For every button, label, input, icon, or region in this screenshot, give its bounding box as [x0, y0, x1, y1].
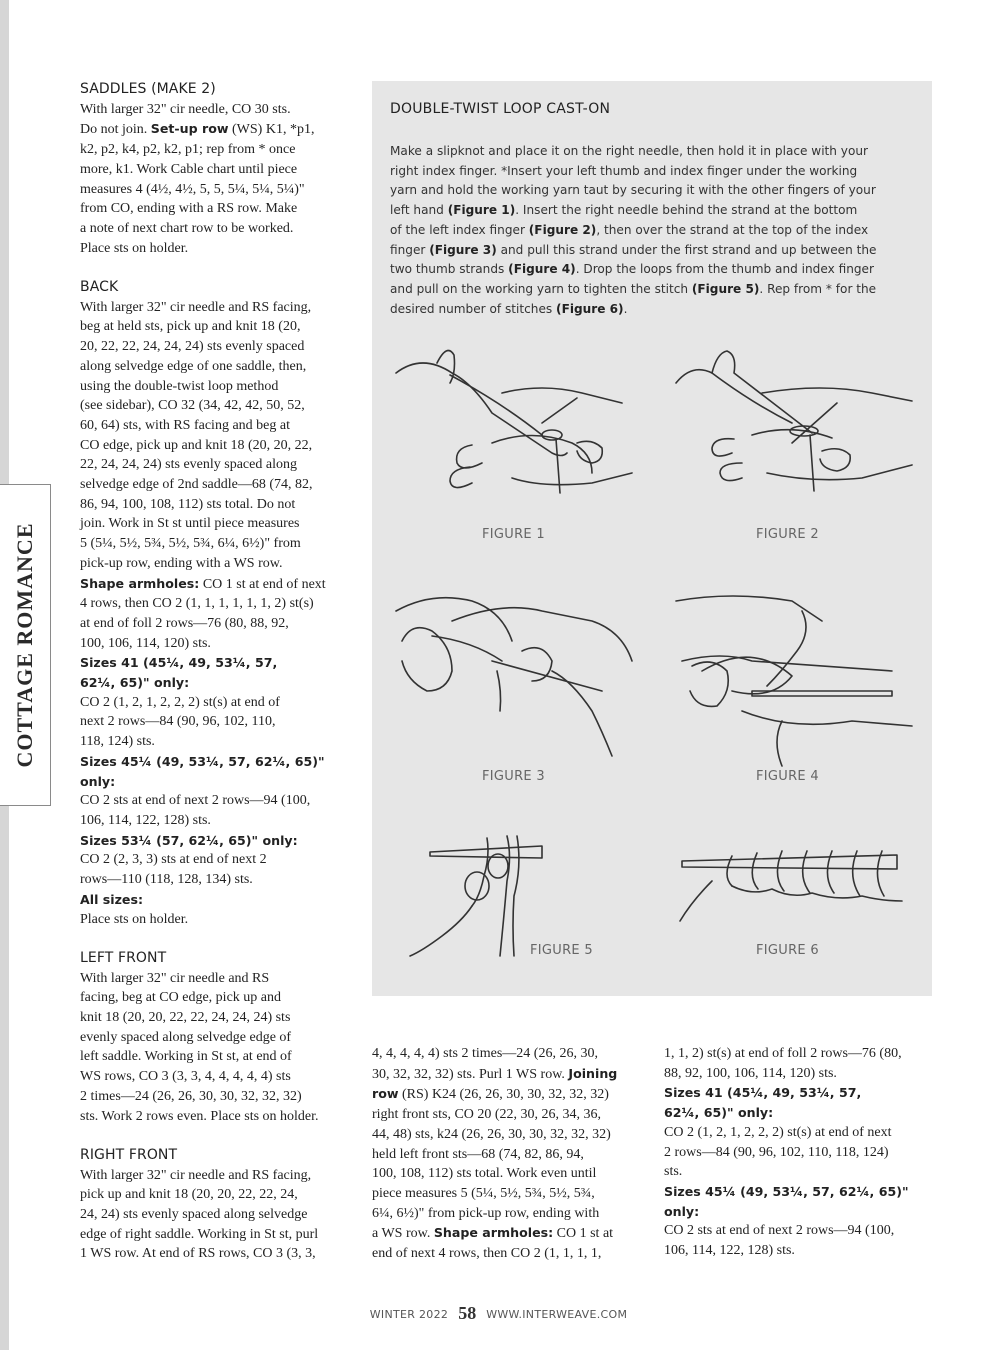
right-front-text: 2 rows—84 (90, 96, 102, 110, 118, 124)	[664, 1144, 889, 1160]
size-subheading: 62¼, 65)" only:	[80, 675, 190, 691]
text-run: . Insert the right needle behind the strand at the bottom	[515, 203, 858, 218]
back-text: rows—110 (118, 128, 134) sts.	[80, 872, 253, 888]
back-text: 20, 22, 22, 24, 24, 24) sts evenly spaced	[80, 339, 305, 355]
shape-armholes-label: Shape armholes:	[80, 575, 200, 591]
footer-url: WWW.INTERWEAVE.COM	[486, 1308, 628, 1321]
saddles-text	[80, 119, 360, 140]
sidebar-text	[390, 260, 920, 280]
right-front-text: CO 2 (1, 2, 1, 2, 2, 2) st(s) at end of next	[664, 1124, 892, 1140]
text-run: CO 1 st at end of next	[199, 576, 326, 592]
left-front-text: evenly spaced along selvedge edge of	[80, 1029, 292, 1045]
right-front-text: 88, 92, 100, 106, 114, 120) sts.	[664, 1065, 837, 1081]
left-front-text: left saddle. Working in St st, at end of	[80, 1049, 292, 1065]
pattern-column-3	[664, 1044, 939, 1261]
right-front-heading: RIGHT FRONT	[80, 1146, 178, 1163]
figure-4-illustration	[672, 591, 922, 771]
back-text: using the double-twist loop method	[80, 378, 279, 394]
right-front-text: 1, 1, 2) st(s) at end of foll 2 rows—76 (80,	[664, 1046, 902, 1061]
left-front-text: WS rows, CO 3 (3, 3, 4, 4, 4, 4, 4) sts	[80, 1069, 291, 1085]
back-text: With larger 32" cir needle and RS facing,	[80, 299, 312, 315]
right-front-text: With larger 32" cir needle and RS facing,	[80, 1167, 312, 1183]
saddles-text: more, k1. Work Cable chart until piece	[80, 161, 298, 177]
figure-ref: (Figure 2)	[528, 222, 597, 237]
right-front-text: 6¼, 6½)" from pick-up row, ending with	[372, 1205, 600, 1221]
sidebar-title: DOUBLE-TWIST LOOP CAST-ON	[390, 101, 611, 117]
back-text: 118, 124) sts.	[80, 734, 155, 750]
sidebar-text	[390, 221, 920, 241]
text-run: CO 1 st at	[553, 1226, 614, 1242]
size-subheading: Sizes 45¼ (49, 53¼, 57, 62¼, 65)"	[80, 753, 325, 769]
text-run: . Rep from * for the	[759, 281, 877, 296]
saddles-text: from CO, ending with a RS row. Make	[80, 201, 298, 217]
right-front-text: 100, 108, 112) sts total. Work even until	[372, 1166, 597, 1182]
setup-row-label: Set-up row	[150, 121, 229, 137]
figure-ref: (Figure 3)	[429, 242, 497, 257]
size-subheading: only:	[664, 1203, 700, 1219]
joining-row-label: row	[372, 1086, 399, 1102]
back-heading: BACK	[80, 279, 119, 296]
text-run: desired number of stitches	[390, 301, 557, 316]
size-subheading: only:	[80, 773, 116, 789]
text-run: Do not join.	[80, 122, 151, 138]
back-text: 22, 24, 24, 24) sts evenly spaced along	[80, 457, 297, 473]
right-front-text: 106, 114, 122, 128) sts.	[664, 1243, 795, 1259]
text-run: 30, 32, 32, 32) sts. Purl 1 WS row.	[372, 1066, 569, 1082]
sidebar-body	[390, 142, 920, 319]
left-front-heading: LEFT FRONT	[80, 949, 167, 966]
size-subheading: Sizes 41 (45¼, 49, 53¼, 57,	[664, 1085, 862, 1101]
text-run: . Drop the loops from the thumb and index finger	[575, 262, 874, 277]
right-front-text	[372, 1064, 647, 1085]
figure-2-label: FIGURE 2	[756, 527, 819, 542]
text-run: and pull this strand under the first strand and up between the	[496, 242, 877, 257]
right-front-text: 1 WS row. At end of RS rows, CO 3 (3, 3,	[80, 1246, 316, 1262]
text-run: , then over the strand at the top of the index	[596, 222, 869, 237]
text-run: left hand	[390, 203, 448, 218]
right-front-text: piece measures 5 (5¼, 5½, 5¾, 5½, 5¾,	[372, 1185, 595, 1201]
figure-4-label: FIGURE 4	[756, 769, 819, 784]
saddles-heading: SADDLES (MAKE 2)	[80, 81, 216, 97]
sidebar-text: right index finger. *Insert your left thumb and index finger under the working	[390, 163, 858, 178]
left-front-text: knit 18 (20, 20, 22, 22, 24, 24, 24) sts	[80, 1010, 291, 1026]
back-text: 86, 94, 100, 108, 112) sts total. Do not	[80, 496, 296, 512]
sidebar-text: Make a slipknot and place it on the right needle, then hold it in place with your	[390, 144, 868, 158]
left-front-text: With larger 32" cir needle and RS	[80, 970, 270, 986]
figure-ref: (Figure 5)	[691, 281, 760, 296]
pattern-column-2	[372, 1044, 647, 1264]
saddles-text: a note of next chart row to be worked.	[80, 220, 294, 236]
figure-5-illustration	[402, 826, 572, 961]
back-text: Place sts on holder.	[80, 911, 189, 927]
size-subheading: 62¼, 65)" only:	[664, 1105, 774, 1121]
back-text: selvedge edge of 2nd saddle—68 (74, 82,	[80, 477, 313, 493]
sidebar-text	[390, 241, 920, 261]
back-text: 100, 106, 114, 120) sts.	[80, 635, 211, 651]
text-run: a WS row.	[372, 1226, 434, 1242]
pattern-column-1	[80, 80, 360, 1264]
figure-3-illustration	[392, 581, 642, 761]
text-run: (WS) K1, *p1,	[228, 122, 315, 138]
saddles-text: k2, p2, k4, p2, k2, p1; rep from * once	[80, 142, 296, 158]
shape-armholes-label: Shape armholes:	[433, 1225, 554, 1241]
back-text: beg at held sts, pick up and knit 18 (20,	[80, 319, 301, 335]
size-subheading: Sizes 41 (45¼, 49, 53¼, 57,	[80, 655, 278, 671]
right-front-text: right front sts, CO 20 (22, 30, 26, 34, 36,	[372, 1107, 602, 1123]
figure-1-illustration	[392, 343, 642, 513]
saddles-text: Place sts on holder.	[80, 240, 189, 256]
right-front-text: 44, 48) sts, k24 (26, 26, 30, 30, 32, 32, 32)	[372, 1126, 611, 1142]
right-front-text: 4, 4, 4, 4, 4) sts 2 times—24 (26, 26, 30,	[372, 1046, 598, 1061]
back-text: 60, 64) sts, with RS facing and beg at	[80, 417, 290, 433]
sidebar-text	[390, 300, 920, 320]
text-run: two thumb strands	[390, 262, 509, 277]
sidebar-text: yarn and hold the working yarn taut by securing it with the other fingers of your	[390, 183, 876, 198]
section-side-tab	[0, 484, 51, 806]
back-text: 106, 114, 122, 128) sts.	[80, 813, 211, 828]
footer-issue: WINTER 2022	[369, 1308, 449, 1321]
cast-on-sidebar	[372, 81, 932, 996]
right-front-text: edge of right saddle. Working in St st, purl	[80, 1226, 319, 1242]
figure-3-label: FIGURE 3	[482, 769, 545, 784]
page-number: 58	[458, 1303, 477, 1323]
figure-2-illustration	[672, 343, 922, 513]
text-run: finger	[390, 242, 430, 257]
right-front-text: held left front sts—68 (74, 82, 86, 94,	[372, 1146, 584, 1162]
back-text: next 2 rows—84 (90, 96, 102, 110,	[80, 714, 276, 730]
figure-ref: (Figure 4)	[508, 262, 576, 277]
right-front-text: sts.	[664, 1164, 683, 1180]
right-front-text	[372, 1084, 647, 1105]
right-front-text: CO 2 sts at end of next 2 rows—94 (100,	[664, 1223, 895, 1239]
text-run: (RS) K24 (26, 26, 30, 30, 32, 32, 32)	[398, 1087, 609, 1103]
right-front-text: end of next 4 rows, then CO 2 (1, 1, 1, 1,	[372, 1246, 602, 1262]
back-text: along selvedge edge of one saddle, then,	[80, 358, 307, 374]
section-side-tab-label: COTTAGE ROMANCE	[12, 522, 37, 768]
back-text	[80, 574, 360, 595]
right-front-text: 24, 24) sts evenly spaced along selvedge	[80, 1207, 308, 1223]
saddles-text: measures 4 (4½, 4½, 5, 5, 5¼, 5¼, 5¼)"	[80, 181, 305, 197]
back-text: CO edge, pick up and knit 18 (20, 20, 22,	[80, 437, 313, 453]
sidebar-text	[390, 280, 920, 300]
saddles-text: With larger 32" cir needle, CO 30 sts.	[80, 101, 291, 117]
left-front-text: facing, beg at CO edge, pick up and	[80, 990, 281, 1006]
back-text: pick-up row, ending with a WS row.	[80, 555, 283, 571]
back-text: 4 rows, then CO 2 (1, 1, 1, 1, 1, 1, 2) st(s)	[80, 596, 314, 612]
back-text: at end of foll 2 rows—76 (80, 88, 92,	[80, 615, 289, 631]
sidebar-text	[390, 201, 920, 221]
figure-5-label: FIGURE 5	[530, 943, 593, 958]
text-run: and pull on the working yarn to tighten the stitch	[390, 281, 692, 296]
back-text: join. Work in St st until piece measures	[80, 516, 300, 532]
figure-ref: (Figure 6)	[556, 301, 624, 316]
figure-6-label: FIGURE 6	[756, 943, 819, 958]
back-text: CO 2 (1, 2, 1, 2, 2, 2) st(s) at end of	[80, 694, 280, 710]
text-run: .	[623, 301, 628, 316]
size-subheading: Sizes 45¼ (49, 53¼, 57, 62¼, 65)"	[664, 1183, 909, 1199]
back-text: CO 2 (2, 3, 3) sts at end of next 2	[80, 852, 267, 868]
text-run: of the left index finger	[390, 222, 529, 237]
back-text: 5 (5¼, 5½, 5¾, 5½, 5¾, 6¼, 6½)" from	[80, 536, 301, 552]
size-subheading: Sizes 53¼ (57, 62¼, 65)" only:	[80, 832, 298, 848]
left-front-text: sts. Work 2 rows even. Place sts on holder.	[80, 1108, 319, 1124]
figure-1-label: FIGURE 1	[482, 527, 545, 542]
left-front-text: 2 times—24 (26, 26, 30, 30, 32, 32, 32)	[80, 1088, 302, 1104]
back-text: (see sidebar), CO 32 (34, 42, 42, 50, 52,	[80, 398, 305, 414]
page-footer	[0, 1302, 997, 1323]
right-front-text: pick up and knit 18 (20, 20, 22, 22, 24,	[80, 1187, 298, 1203]
size-subheading: All sizes:	[80, 891, 143, 907]
figure-ref: (Figure 1)	[447, 203, 516, 218]
right-front-text	[372, 1223, 647, 1244]
back-text: CO 2 sts at end of next 2 rows—94 (100,	[80, 793, 311, 809]
joining-row-label: Joining	[568, 1065, 618, 1081]
